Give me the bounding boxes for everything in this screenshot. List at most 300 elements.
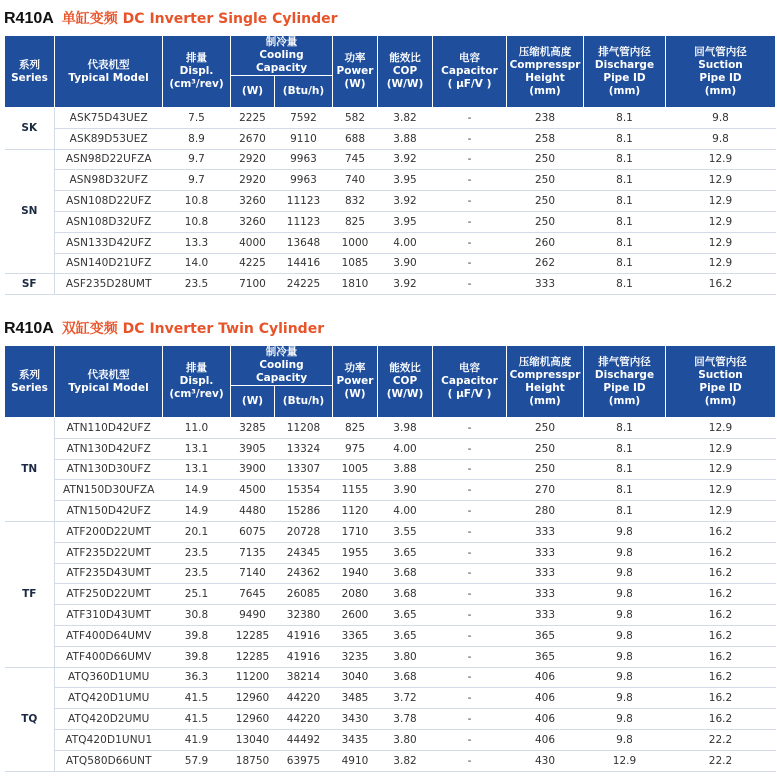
suction-pipe-id-cell: 22.2: [666, 729, 776, 750]
header-capacitor: 电容 Capacitor ( μF/V ): [433, 346, 507, 418]
discharge-pipe-id-cell: 8.1: [584, 501, 666, 522]
suction-pipe-id-cell: 12.9: [666, 501, 776, 522]
capacitor-cell: -: [433, 170, 507, 191]
section-name: 双缸变频 DC Inverter Twin Cylinder: [61, 321, 325, 337]
compressor-height-cell: 250: [507, 149, 584, 170]
compressor-height-cell: 250: [507, 438, 584, 459]
table-row: [5, 542, 776, 563]
header-discharge-pipe: 排气管内径 Discharge Pipe ID (mm): [584, 36, 666, 108]
cooling-w-cell: 7135: [231, 542, 275, 563]
header-model: 代表机型 Typical Model: [55, 36, 163, 108]
cooling-btu-cell: 13648: [275, 232, 333, 253]
compressor-height-cell: 250: [507, 418, 584, 439]
discharge-pipe-id-cell: 9.8: [584, 709, 666, 730]
power-cell: 3365: [333, 625, 378, 646]
capacitor-cell: -: [433, 274, 507, 295]
model-cell: ASN140D21UFZ: [55, 253, 163, 274]
cooling-w-cell: 4225: [231, 253, 275, 274]
table-header: [5, 36, 776, 108]
compressor-height-cell: 333: [507, 563, 584, 584]
discharge-pipe-id-cell: 9.8: [584, 521, 666, 542]
cooling-btu-cell: 14416: [275, 253, 333, 274]
capacitor-cell: -: [433, 646, 507, 667]
compressor-height-cell: 333: [507, 605, 584, 626]
discharge-pipe-id-cell: 8.1: [584, 211, 666, 232]
header-power: 功率 Power (W): [333, 36, 378, 108]
model-cell: ASK75D43UEZ: [55, 108, 163, 129]
cooling-w-cell: 4000: [231, 232, 275, 253]
model-cell: ATQ420D1UNU1: [55, 729, 163, 750]
capacitor-cell: -: [433, 191, 507, 212]
header-cooling-btu: (Btu/h): [275, 386, 333, 418]
table-row: [5, 149, 776, 170]
model-cell: ASN108D22UFZ: [55, 191, 163, 212]
model-cell: ATQ420D1UMU: [55, 688, 163, 709]
power-cell: 1155: [333, 480, 378, 501]
suction-pipe-id-cell: 16.2: [666, 274, 776, 295]
header-cop: 能效比 COP (W/W): [378, 36, 433, 108]
power-cell: 3435: [333, 729, 378, 750]
displacement-cell: 39.8: [163, 625, 231, 646]
cooling-btu-cell: 9110: [275, 128, 333, 149]
suction-pipe-id-cell: 12.9: [666, 418, 776, 439]
cop-cell: 3.88: [378, 128, 433, 149]
capacitor-cell: -: [433, 253, 507, 274]
displacement-cell: 41.5: [163, 688, 231, 709]
table-row: [5, 729, 776, 750]
cooling-w-cell: 3900: [231, 459, 275, 480]
capacitor-cell: -: [433, 211, 507, 232]
displacement-cell: 11.0: [163, 418, 231, 439]
header-suction-pipe: 回气管内径 Suction Pipe ID (mm): [666, 36, 776, 108]
capacitor-cell: -: [433, 688, 507, 709]
capacitor-cell: -: [433, 521, 507, 542]
suction-pipe-id-cell: 16.2: [666, 605, 776, 626]
cooling-btu-cell: 24225: [275, 274, 333, 295]
compressor-height-cell: 250: [507, 170, 584, 191]
cop-cell: 3.92: [378, 191, 433, 212]
table-row: [5, 750, 776, 771]
compressor-height-cell: 270: [507, 480, 584, 501]
compressor-height-cell: 250: [507, 191, 584, 212]
model-cell: ASN133D42UFZ: [55, 232, 163, 253]
header-power: 功率 Power (W): [333, 346, 378, 418]
suction-pipe-id-cell: 12.9: [666, 480, 776, 501]
header-discharge-pipe: 排气管内径 Discharge Pipe ID (mm): [584, 346, 666, 418]
suction-pipe-id-cell: 12.9: [666, 459, 776, 480]
model-cell: ATQ360D1UMU: [55, 667, 163, 688]
discharge-pipe-id-cell: 8.1: [584, 480, 666, 501]
header-cooling-w: (W): [231, 386, 275, 418]
table-header: [5, 346, 776, 418]
cooling-btu-cell: 11123: [275, 211, 333, 232]
model-cell: ATN110D42UFZ: [55, 418, 163, 439]
cooling-w-cell: 7140: [231, 563, 275, 584]
cooling-w-cell: 3260: [231, 211, 275, 232]
cooling-btu-cell: 11208: [275, 418, 333, 439]
capacitor-cell: -: [433, 459, 507, 480]
discharge-pipe-id-cell: 8.1: [584, 191, 666, 212]
compressor-height-cell: 262: [507, 253, 584, 274]
cooling-btu-cell: 26085: [275, 584, 333, 605]
suction-pipe-id-cell: 9.8: [666, 108, 776, 129]
table-row: [5, 438, 776, 459]
displacement-cell: 9.7: [163, 170, 231, 191]
cooling-w-cell: 4500: [231, 480, 275, 501]
displacement-cell: 23.5: [163, 274, 231, 295]
model-cell: ASN98D32UFZ: [55, 170, 163, 191]
displacement-cell: 14.9: [163, 480, 231, 501]
cop-cell: 3.82: [378, 108, 433, 129]
cooling-w-cell: 6075: [231, 521, 275, 542]
suction-pipe-id-cell: 16.2: [666, 646, 776, 667]
compressor-height-cell: 430: [507, 750, 584, 771]
spec-table-single-cylinder: [4, 35, 776, 295]
cop-cell: 3.55: [378, 521, 433, 542]
power-cell: 4910: [333, 750, 378, 771]
cooling-w-cell: 7645: [231, 584, 275, 605]
cooling-w-cell: 3285: [231, 418, 275, 439]
power-cell: 825: [333, 418, 378, 439]
cooling-w-cell: 11200: [231, 667, 275, 688]
model-cell: ATF250D22UMT: [55, 584, 163, 605]
compressor-height-cell: 406: [507, 729, 584, 750]
header-cooling-capacity: 制冷量 Cooling Capacity: [231, 346, 333, 386]
displacement-cell: 30.8: [163, 605, 231, 626]
power-cell: 1005: [333, 459, 378, 480]
table-row: [5, 253, 776, 274]
power-cell: 1810: [333, 274, 378, 295]
discharge-pipe-id-cell: 9.8: [584, 688, 666, 709]
capacitor-cell: -: [433, 542, 507, 563]
model-cell: ATQ580D66UNT: [55, 750, 163, 771]
cooling-btu-cell: 13324: [275, 438, 333, 459]
cop-cell: 3.65: [378, 625, 433, 646]
table-row: [5, 459, 776, 480]
compressor-height-cell: 365: [507, 646, 584, 667]
power-cell: 2080: [333, 584, 378, 605]
discharge-pipe-id-cell: 9.8: [584, 625, 666, 646]
spec-table-twin-cylinder: [4, 345, 776, 772]
header-displacement: 排量 Displ. (cm³/rev): [163, 346, 231, 418]
cooling-w-cell: 12285: [231, 646, 275, 667]
suction-pipe-id-cell: 16.2: [666, 521, 776, 542]
header-cooling-capacity: 制冷量 Cooling Capacity: [231, 36, 333, 76]
cooling-w-cell: 13040: [231, 729, 275, 750]
displacement-cell: 25.1: [163, 584, 231, 605]
discharge-pipe-id-cell: 8.1: [584, 459, 666, 480]
cop-cell: 3.80: [378, 646, 433, 667]
cop-cell: 3.95: [378, 211, 433, 232]
model-cell: ATF400D64UMV: [55, 625, 163, 646]
cooling-btu-cell: 24345: [275, 542, 333, 563]
discharge-pipe-id-cell: 8.1: [584, 108, 666, 129]
suction-pipe-id-cell: 16.2: [666, 584, 776, 605]
cop-cell: 3.80: [378, 729, 433, 750]
cop-cell: 3.68: [378, 584, 433, 605]
cooling-w-cell: 12960: [231, 709, 275, 730]
displacement-cell: 57.9: [163, 750, 231, 771]
cooling-w-cell: 4480: [231, 501, 275, 522]
cooling-btu-cell: 15354: [275, 480, 333, 501]
displacement-cell: 23.5: [163, 542, 231, 563]
capacitor-cell: -: [433, 480, 507, 501]
table-row: [5, 170, 776, 191]
capacitor-cell: -: [433, 563, 507, 584]
cooling-w-cell: 3905: [231, 438, 275, 459]
power-cell: 582: [333, 108, 378, 129]
cooling-w-cell: 2920: [231, 149, 275, 170]
power-cell: 1940: [333, 563, 378, 584]
series-cell: SN: [5, 149, 55, 274]
cooling-btu-cell: 9963: [275, 170, 333, 191]
power-cell: 1000: [333, 232, 378, 253]
capacitor-cell: -: [433, 605, 507, 626]
cooling-w-cell: 7100: [231, 274, 275, 295]
displacement-cell: 13.1: [163, 459, 231, 480]
displacement-cell: 20.1: [163, 521, 231, 542]
header-capacitor: 电容 Capacitor ( μF/V ): [433, 36, 507, 108]
model-cell: ASN98D22UFZA: [55, 149, 163, 170]
capacitor-cell: -: [433, 501, 507, 522]
power-cell: 1120: [333, 501, 378, 522]
cop-cell: 3.68: [378, 563, 433, 584]
displacement-cell: 8.9: [163, 128, 231, 149]
table-row: [5, 232, 776, 253]
table-row: [5, 688, 776, 709]
capacitor-cell: -: [433, 750, 507, 771]
suction-pipe-id-cell: 16.2: [666, 625, 776, 646]
displacement-cell: 41.5: [163, 709, 231, 730]
capacitor-cell: -: [433, 149, 507, 170]
power-cell: 832: [333, 191, 378, 212]
section-title-twin: [4, 318, 324, 340]
discharge-pipe-id-cell: 8.1: [584, 149, 666, 170]
cooling-btu-cell: 13307: [275, 459, 333, 480]
model-cell: ATQ420D2UMU: [55, 709, 163, 730]
compressor-height-cell: 333: [507, 521, 584, 542]
table-row: [5, 480, 776, 501]
capacitor-cell: -: [433, 232, 507, 253]
cooling-w-cell: 9490: [231, 605, 275, 626]
table-row: [5, 605, 776, 626]
suction-pipe-id-cell: 9.8: [666, 128, 776, 149]
capacitor-cell: -: [433, 584, 507, 605]
compressor-height-cell: 250: [507, 211, 584, 232]
table-row: [5, 211, 776, 232]
suction-pipe-id-cell: 12.9: [666, 191, 776, 212]
compressor-height-cell: 406: [507, 667, 584, 688]
header-series: 系列 Series: [5, 346, 55, 418]
power-cell: 825: [333, 211, 378, 232]
capacitor-cell: -: [433, 709, 507, 730]
power-cell: 3235: [333, 646, 378, 667]
cop-cell: 3.92: [378, 274, 433, 295]
table-row: [5, 521, 776, 542]
cooling-w-cell: 2225: [231, 108, 275, 129]
cooling-w-cell: 2920: [231, 170, 275, 191]
displacement-cell: 13.3: [163, 232, 231, 253]
cop-cell: 3.90: [378, 480, 433, 501]
discharge-pipe-id-cell: 8.1: [584, 128, 666, 149]
header-series: 系列 Series: [5, 36, 55, 108]
compressor-height-cell: 238: [507, 108, 584, 129]
series-cell: SF: [5, 274, 55, 295]
discharge-pipe-id-cell: 9.8: [584, 605, 666, 626]
discharge-pipe-id-cell: 12.9: [584, 750, 666, 771]
cop-cell: 4.00: [378, 501, 433, 522]
displacement-cell: 14.0: [163, 253, 231, 274]
compressor-height-cell: 365: [507, 625, 584, 646]
cooling-btu-cell: 44220: [275, 709, 333, 730]
discharge-pipe-id-cell: 8.1: [584, 418, 666, 439]
displacement-cell: 36.3: [163, 667, 231, 688]
compressor-height-cell: 333: [507, 542, 584, 563]
cooling-btu-cell: 20728: [275, 521, 333, 542]
model-cell: ATF310D43UMT: [55, 605, 163, 626]
compressor-height-cell: 260: [507, 232, 584, 253]
power-cell: 1085: [333, 253, 378, 274]
header-cooling-w: (W): [231, 76, 275, 108]
displacement-cell: 23.5: [163, 563, 231, 584]
discharge-pipe-id-cell: 9.8: [584, 542, 666, 563]
cop-cell: 3.65: [378, 605, 433, 626]
series-cell: TF: [5, 521, 55, 667]
displacement-cell: 9.7: [163, 149, 231, 170]
cooling-btu-cell: 38214: [275, 667, 333, 688]
cop-cell: 4.00: [378, 438, 433, 459]
suction-pipe-id-cell: 12.9: [666, 170, 776, 191]
suction-pipe-id-cell: 12.9: [666, 253, 776, 274]
header-suction-pipe: 回气管内径 Suction Pipe ID (mm): [666, 346, 776, 418]
cooling-btu-cell: 44220: [275, 688, 333, 709]
model-cell: ATN130D42UFZ: [55, 438, 163, 459]
cop-cell: 3.98: [378, 418, 433, 439]
compressor-height-cell: 258: [507, 128, 584, 149]
discharge-pipe-id-cell: 9.8: [584, 667, 666, 688]
model-cell: ASN108D32UFZ: [55, 211, 163, 232]
power-cell: 3430: [333, 709, 378, 730]
discharge-pipe-id-cell: 9.8: [584, 563, 666, 584]
power-cell: 745: [333, 149, 378, 170]
power-cell: 3485: [333, 688, 378, 709]
table-row: [5, 418, 776, 439]
cooling-w-cell: 2670: [231, 128, 275, 149]
capacitor-cell: -: [433, 667, 507, 688]
power-cell: 2600: [333, 605, 378, 626]
section-title-single: [4, 8, 338, 30]
cop-cell: 3.95: [378, 170, 433, 191]
power-cell: 3040: [333, 667, 378, 688]
cooling-btu-cell: 32380: [275, 605, 333, 626]
suction-pipe-id-cell: 16.2: [666, 667, 776, 688]
cooling-btu-cell: 41916: [275, 646, 333, 667]
model-cell: ATF200D22UMT: [55, 521, 163, 542]
cooling-btu-cell: 15286: [275, 501, 333, 522]
table-row: [5, 646, 776, 667]
model-cell: ATN130D30UFZ: [55, 459, 163, 480]
model-cell: ATF400D66UMV: [55, 646, 163, 667]
model-cell: ASF235D28UMT: [55, 274, 163, 295]
displacement-cell: 39.8: [163, 646, 231, 667]
table-row: [5, 625, 776, 646]
table-row: [5, 108, 776, 129]
header-cop: 能效比 COP (W/W): [378, 346, 433, 418]
series-cell: SK: [5, 108, 55, 150]
displacement-cell: 7.5: [163, 108, 231, 129]
power-cell: 1710: [333, 521, 378, 542]
capacitor-cell: -: [433, 438, 507, 459]
cooling-btu-cell: 9963: [275, 149, 333, 170]
suction-pipe-id-cell: 16.2: [666, 688, 776, 709]
header-compressor-height: 压缩机高度 Compresspr Height (mm): [507, 346, 584, 418]
compressor-height-cell: 406: [507, 688, 584, 709]
cooling-btu-cell: 11123: [275, 191, 333, 212]
cooling-btu-cell: 44492: [275, 729, 333, 750]
cop-cell: 3.72: [378, 688, 433, 709]
table-row: [5, 128, 776, 149]
cop-cell: 3.90: [378, 253, 433, 274]
header-model: 代表机型 Typical Model: [55, 346, 163, 418]
suction-pipe-id-cell: 16.2: [666, 563, 776, 584]
refrigerant-code: R410A: [4, 10, 54, 27]
power-cell: 688: [333, 128, 378, 149]
cooling-w-cell: 18750: [231, 750, 275, 771]
table-row: [5, 667, 776, 688]
capacitor-cell: -: [433, 108, 507, 129]
compressor-height-cell: 280: [507, 501, 584, 522]
table-row: [5, 709, 776, 730]
suction-pipe-id-cell: 12.9: [666, 211, 776, 232]
table-body: [5, 418, 776, 772]
cop-cell: 3.65: [378, 542, 433, 563]
model-cell: ASK89D53UEZ: [55, 128, 163, 149]
section-name: 单缸变频 DC Inverter Single Cylinder: [61, 11, 338, 27]
header-displacement: 排量 Displ. (cm³/rev): [163, 36, 231, 108]
table-row: [5, 563, 776, 584]
cop-cell: 3.78: [378, 709, 433, 730]
capacitor-cell: -: [433, 418, 507, 439]
displacement-cell: 41.9: [163, 729, 231, 750]
discharge-pipe-id-cell: 8.1: [584, 232, 666, 253]
cooling-w-cell: 12285: [231, 625, 275, 646]
model-cell: ATN150D30UFZA: [55, 480, 163, 501]
header-cooling-btu: (Btu/h): [275, 76, 333, 108]
suction-pipe-id-cell: 16.2: [666, 542, 776, 563]
power-cell: 975: [333, 438, 378, 459]
model-cell: ATF235D43UMT: [55, 563, 163, 584]
cop-cell: 4.00: [378, 232, 433, 253]
discharge-pipe-id-cell: 9.8: [584, 729, 666, 750]
suction-pipe-id-cell: 12.9: [666, 149, 776, 170]
discharge-pipe-id-cell: 8.1: [584, 274, 666, 295]
suction-pipe-id-cell: 12.9: [666, 232, 776, 253]
cooling-btu-cell: 41916: [275, 625, 333, 646]
model-cell: ATF235D22UMT: [55, 542, 163, 563]
compressor-height-cell: 406: [507, 709, 584, 730]
table-body: [5, 108, 776, 295]
displacement-cell: 10.8: [163, 211, 231, 232]
suction-pipe-id-cell: 22.2: [666, 750, 776, 771]
compressor-height-cell: 333: [507, 584, 584, 605]
discharge-pipe-id-cell: 9.8: [584, 646, 666, 667]
compressor-height-cell: 250: [507, 459, 584, 480]
power-cell: 740: [333, 170, 378, 191]
suction-pipe-id-cell: 12.9: [666, 438, 776, 459]
cop-cell: 3.88: [378, 459, 433, 480]
cooling-btu-cell: 24362: [275, 563, 333, 584]
discharge-pipe-id-cell: 9.8: [584, 584, 666, 605]
